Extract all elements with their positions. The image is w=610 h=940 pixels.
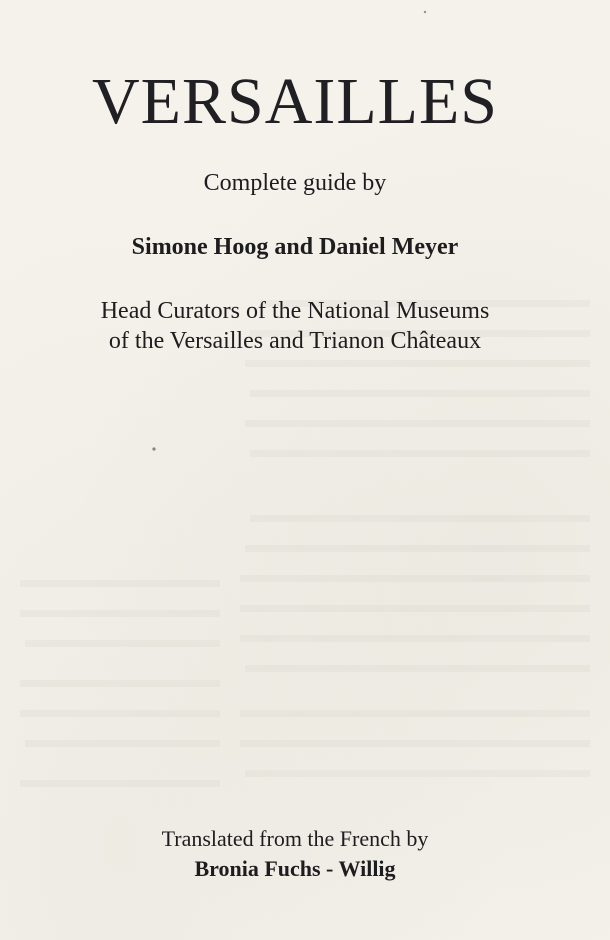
curators-line-2: of the Versailles and Trianon Châteaux xyxy=(108,328,482,354)
curators-description xyxy=(0,296,590,356)
translation-credit: Translated from the French by xyxy=(161,826,429,851)
translator-name: Bronia Fuchs - Willig xyxy=(194,856,396,881)
curators-line-1: Head Curators of the National Museums xyxy=(100,298,490,324)
book-title: VERSAILLES xyxy=(92,65,498,138)
authors: Simone Hoog and Daniel Meyer xyxy=(131,234,459,260)
subtitle: Complete guide by xyxy=(203,170,387,196)
